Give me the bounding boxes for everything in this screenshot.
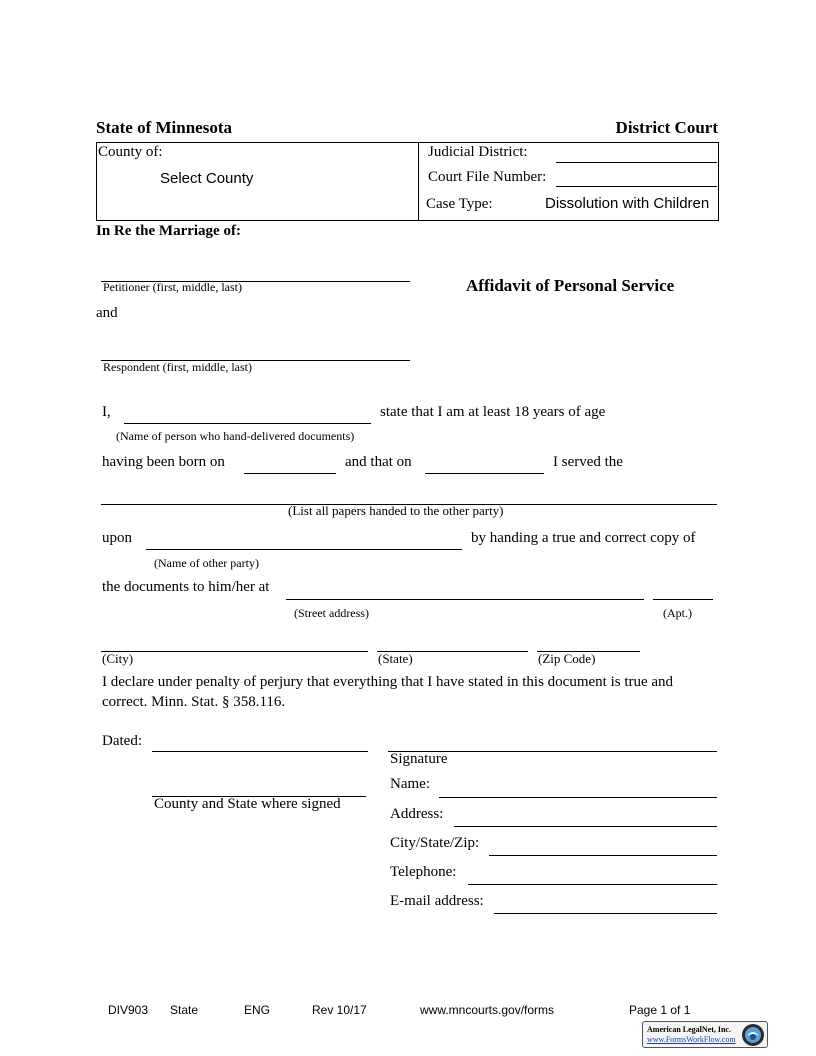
- and-text: and: [96, 305, 118, 321]
- email-field[interactable]: [494, 913, 717, 914]
- footer-jurisdiction: State: [170, 1003, 199, 1017]
- footer-url: www.mncourts.gov/forms: [420, 1003, 555, 1017]
- judicial-district-label: Judicial District:: [428, 144, 528, 160]
- dated-field[interactable]: [152, 751, 368, 752]
- footer-form-id: DIV903: [108, 1003, 149, 1017]
- name-field[interactable]: [439, 797, 717, 798]
- telephone-label: Telephone:: [390, 864, 457, 880]
- footer-language: ENG: [244, 1003, 271, 1017]
- and-that-on-text: and that on: [345, 454, 412, 470]
- service-date-field[interactable]: [425, 473, 544, 474]
- case-type-select[interactable]: Dissolution with Children: [545, 195, 710, 212]
- street-field[interactable]: [286, 599, 644, 600]
- upon-text: upon: [102, 530, 132, 546]
- server-name-hint: (Name of person who hand-delivered documents): [116, 429, 355, 443]
- court-file-number-field[interactable]: [556, 186, 717, 187]
- dated-label: Dated:: [102, 733, 142, 749]
- address-label: Address:: [390, 806, 444, 822]
- city-field[interactable]: [101, 651, 368, 652]
- birth-date-field[interactable]: [244, 473, 336, 474]
- city-hint: (City): [102, 651, 134, 666]
- telephone-field[interactable]: [468, 884, 717, 885]
- by-handing-text: by handing a true and correct copy of: [471, 530, 696, 546]
- court-title: District Court: [615, 118, 718, 137]
- city-state-zip-label: City/State/Zip:: [390, 835, 480, 851]
- badge-company: American LegalNet, Inc.: [647, 1025, 731, 1034]
- court-file-number-label: Court File Number:: [428, 169, 547, 185]
- state-age-text: state that I am at least 18 years of age: [380, 404, 606, 420]
- docs-to-text: the documents to him/her at: [102, 579, 270, 595]
- email-label: E-mail address:: [390, 893, 484, 909]
- caption-divider: [418, 142, 419, 221]
- footer-revision: Rev 10/17: [312, 1003, 367, 1017]
- zip-hint: (Zip Code): [538, 651, 596, 666]
- papers-hint: (List all papers handed to the other party): [288, 503, 504, 518]
- legalnet-badge[interactable]: [642, 1021, 768, 1048]
- apt-hint: (Apt.): [663, 606, 692, 620]
- state-hint: (State): [378, 651, 413, 666]
- affidavit-title: Affidavit of Personal Service: [466, 276, 675, 295]
- name-label: Name:: [390, 776, 430, 792]
- case-type-label: Case Type:: [426, 196, 493, 212]
- county-state-signed-label: County and State where signed: [154, 796, 341, 812]
- petitioner-label: Petitioner (first, middle, last): [103, 280, 242, 294]
- signature-label: Signature: [390, 751, 448, 767]
- declaration-line-1: I declare under penalty of perjury that everything that I have stated in this document is true and: [102, 674, 674, 690]
- street-hint: (Street address): [294, 606, 369, 620]
- badge-url: www.FormsWorkFlow.com: [647, 1035, 736, 1044]
- city-state-zip-field[interactable]: [489, 855, 717, 856]
- declaration-line-2: correct. Minn. Stat. § 358.116.: [102, 694, 286, 710]
- respondent-label: Respondent (first, middle, last): [103, 360, 252, 374]
- address-field[interactable]: [454, 826, 717, 827]
- i-served-text: I served the: [553, 454, 623, 470]
- county-select[interactable]: Select County: [160, 170, 254, 187]
- born-on-text: having been born on: [102, 454, 225, 470]
- server-name-field[interactable]: [124, 423, 371, 424]
- i-text: I,: [102, 404, 111, 420]
- state-title: State of Minnesota: [96, 118, 232, 137]
- judicial-district-field[interactable]: [556, 162, 717, 163]
- county-label: County of:: [98, 144, 163, 160]
- other-party-field[interactable]: [146, 549, 462, 550]
- apt-field[interactable]: [653, 599, 713, 600]
- other-party-hint: (Name of other party): [154, 556, 259, 570]
- in-re-heading: In Re the Marriage of:: [96, 223, 241, 239]
- footer-page: Page 1 of 1: [629, 1003, 691, 1017]
- badge-logo-icon: [741, 1023, 765, 1047]
